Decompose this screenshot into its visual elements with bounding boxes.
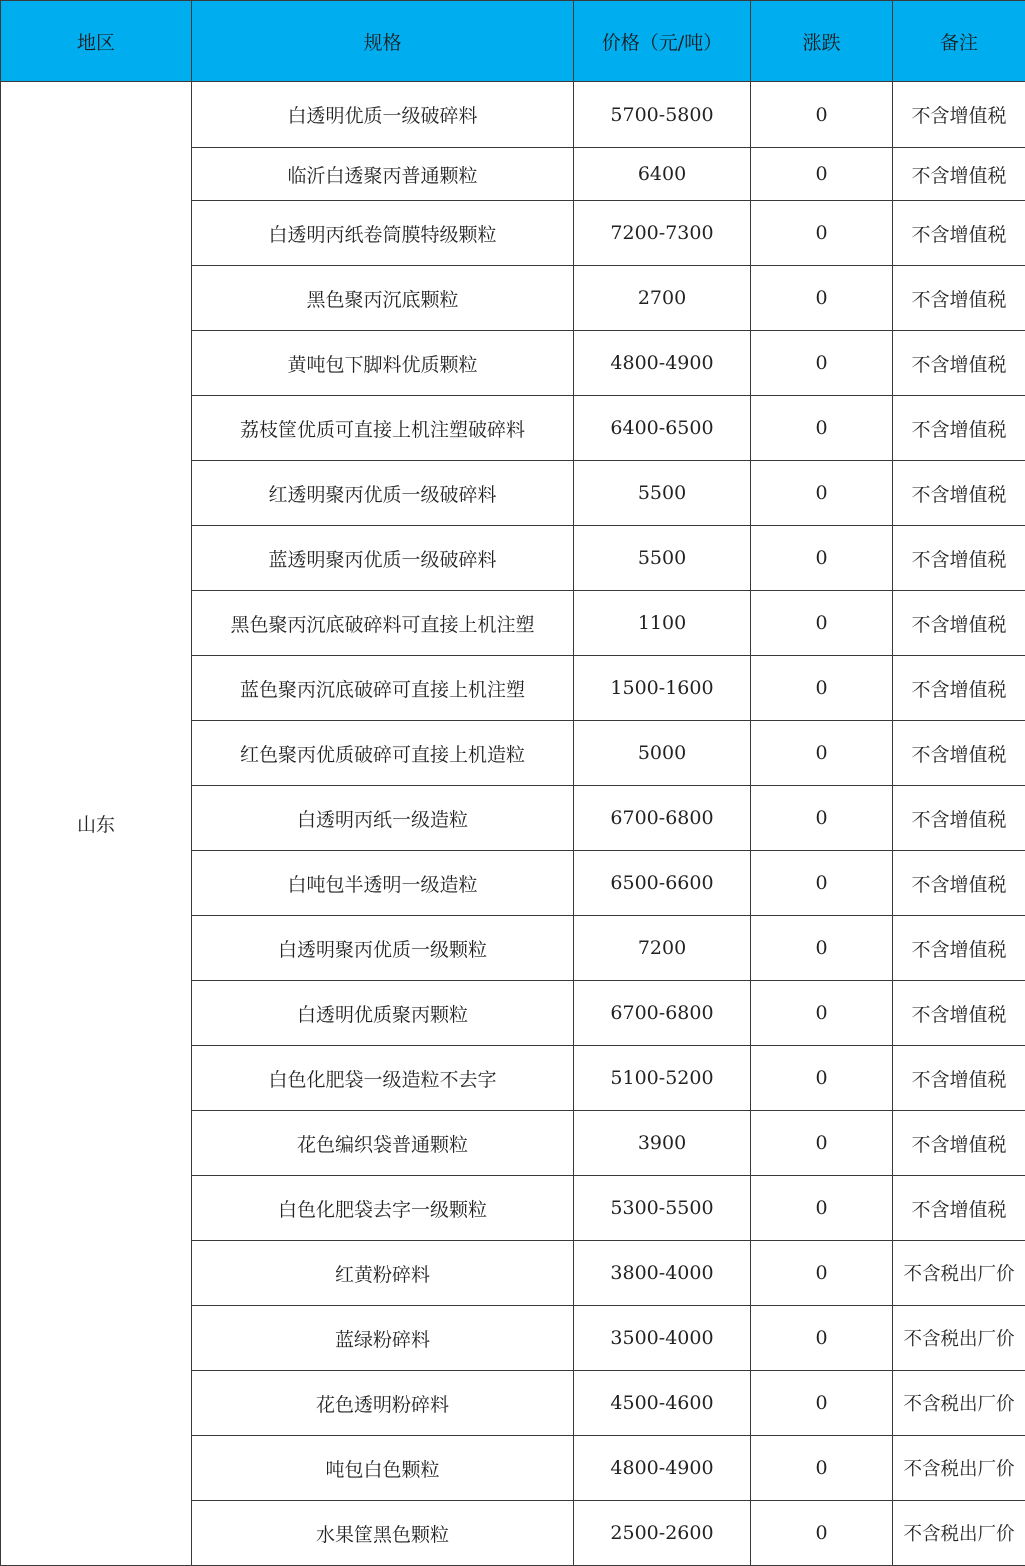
- spec-cell: 蓝透明聚丙优质一级破碎料: [192, 526, 574, 591]
- change-cell: 0: [751, 851, 893, 916]
- price-cell: 6700-6800: [574, 786, 751, 851]
- spec-cell: 白透明聚丙优质一级颗粒: [192, 916, 574, 981]
- spec-cell: 黑色聚丙沉底破碎料可直接上机注塑: [192, 591, 574, 656]
- price-cell: 7200-7300: [574, 201, 751, 266]
- price-cell: 5300-5500: [574, 1176, 751, 1241]
- note-cell: 不含增值税: [893, 331, 1025, 396]
- change-cell: 0: [751, 331, 893, 396]
- change-cell: 0: [751, 1306, 893, 1371]
- region-cell: 山东: [1, 82, 192, 1566]
- spec-cell: 花色编织袋普通颗粒: [192, 1111, 574, 1176]
- change-cell: 0: [751, 721, 893, 786]
- note-cell: 不含增值税: [893, 526, 1025, 591]
- note-cell: 不含税出厂价: [893, 1241, 1025, 1306]
- note-cell: 不含增值税: [893, 981, 1025, 1046]
- table-header: [1, 1, 1025, 82]
- price-cell: 6500-6600: [574, 851, 751, 916]
- note-cell: 不含税出厂价: [893, 1371, 1025, 1436]
- note-cell: 不含增值税: [893, 1111, 1025, 1176]
- note-cell: 不含增值税: [893, 591, 1025, 656]
- change-cell: 0: [751, 656, 893, 721]
- note-cell: 不含增值税: [893, 396, 1025, 461]
- price-cell: 6400: [574, 148, 751, 201]
- note-cell: 不含增值税: [893, 1046, 1025, 1111]
- header-row: [1, 1, 1025, 82]
- note-cell: 不含税出厂价: [893, 1306, 1025, 1371]
- change-cell: 0: [751, 1241, 893, 1306]
- price-cell: 5500: [574, 526, 751, 591]
- change-cell: 0: [751, 1371, 893, 1436]
- price-cell: 4800-4900: [574, 1436, 751, 1501]
- price-cell: 4800-4900: [574, 331, 751, 396]
- price-cell: 1500-1600: [574, 656, 751, 721]
- change-cell: 0: [751, 1111, 893, 1176]
- spec-cell: 红黄粉碎料: [192, 1241, 574, 1306]
- price-cell: 5700-5800: [574, 82, 751, 148]
- note-cell: 不含增值税: [893, 851, 1025, 916]
- spec-cell: 花色透明粉碎料: [192, 1371, 574, 1436]
- change-cell: 0: [751, 981, 893, 1046]
- spec-cell: 水果筐黑色颗粒: [192, 1501, 574, 1566]
- note-cell: 不含增值税: [893, 1176, 1025, 1241]
- table-row: [1, 82, 1025, 148]
- header-spec: 规格: [192, 1, 574, 82]
- note-cell: 不含增值税: [893, 656, 1025, 721]
- price-cell: 2700: [574, 266, 751, 331]
- spec-cell: 白透明丙纸卷筒膜特级颗粒: [192, 201, 574, 266]
- change-cell: 0: [751, 461, 893, 526]
- header-note: 备注: [893, 1, 1025, 82]
- spec-cell: 白色化肥袋一级造粒不去字: [192, 1046, 574, 1111]
- price-cell: 6700-6800: [574, 981, 751, 1046]
- change-cell: 0: [751, 1046, 893, 1111]
- change-cell: 0: [751, 1501, 893, 1566]
- spec-cell: 红透明聚丙优质一级破碎料: [192, 461, 574, 526]
- spec-cell: 白透明优质一级破碎料: [192, 82, 574, 148]
- header-price: 价格（元/吨）: [574, 1, 751, 82]
- change-cell: 0: [751, 526, 893, 591]
- note-cell: 不含税出厂价: [893, 1501, 1025, 1566]
- change-cell: 0: [751, 82, 893, 148]
- price-cell: 5500: [574, 461, 751, 526]
- table-body: [1, 82, 1025, 1566]
- spec-cell: 荔枝筐优质可直接上机注塑破碎料: [192, 396, 574, 461]
- price-cell: 7200: [574, 916, 751, 981]
- change-cell: 0: [751, 786, 893, 851]
- note-cell: 不含增值税: [893, 916, 1025, 981]
- spec-cell: 白吨包半透明一级造粒: [192, 851, 574, 916]
- price-cell: 3900: [574, 1111, 751, 1176]
- price-cell: 4500-4600: [574, 1371, 751, 1436]
- change-cell: 0: [751, 591, 893, 656]
- price-cell: 5000: [574, 721, 751, 786]
- change-cell: 0: [751, 916, 893, 981]
- spec-cell: 白透明优质聚丙颗粒: [192, 981, 574, 1046]
- change-cell: 0: [751, 148, 893, 201]
- note-cell: 不含增值税: [893, 721, 1025, 786]
- note-cell: 不含增值税: [893, 148, 1025, 201]
- spec-cell: 蓝绿粉碎料: [192, 1306, 574, 1371]
- price-cell: 3800-4000: [574, 1241, 751, 1306]
- change-cell: 0: [751, 1436, 893, 1501]
- note-cell: 不含增值税: [893, 201, 1025, 266]
- price-cell: 5100-5200: [574, 1046, 751, 1111]
- note-cell: 不含增值税: [893, 461, 1025, 526]
- change-cell: 0: [751, 201, 893, 266]
- spec-cell: 蓝色聚丙沉底破碎可直接上机注塑: [192, 656, 574, 721]
- price-cell: 1100: [574, 591, 751, 656]
- price-cell: 6400-6500: [574, 396, 751, 461]
- spec-cell: 白透明丙纸一级造粒: [192, 786, 574, 851]
- spec-cell: 白色化肥袋去字一级颗粒: [192, 1176, 574, 1241]
- change-cell: 0: [751, 396, 893, 461]
- spec-cell: 红色聚丙优质破碎可直接上机造粒: [192, 721, 574, 786]
- header-region: 地区: [1, 1, 192, 82]
- spec-cell: 吨包白色颗粒: [192, 1436, 574, 1501]
- note-cell: 不含增值税: [893, 266, 1025, 331]
- note-cell: 不含增值税: [893, 786, 1025, 851]
- change-cell: 0: [751, 266, 893, 331]
- note-cell: 不含增值税: [893, 82, 1025, 148]
- header-change: 涨跌: [751, 1, 893, 82]
- price-cell: 2500-2600: [574, 1501, 751, 1566]
- spec-cell: 黄吨包下脚料优质颗粒: [192, 331, 574, 396]
- change-cell: 0: [751, 1176, 893, 1241]
- note-cell: 不含税出厂价: [893, 1436, 1025, 1501]
- spec-cell: 临沂白透聚丙普通颗粒: [192, 148, 574, 201]
- price-cell: 3500-4000: [574, 1306, 751, 1371]
- spec-cell: 黑色聚丙沉底颗粒: [192, 266, 574, 331]
